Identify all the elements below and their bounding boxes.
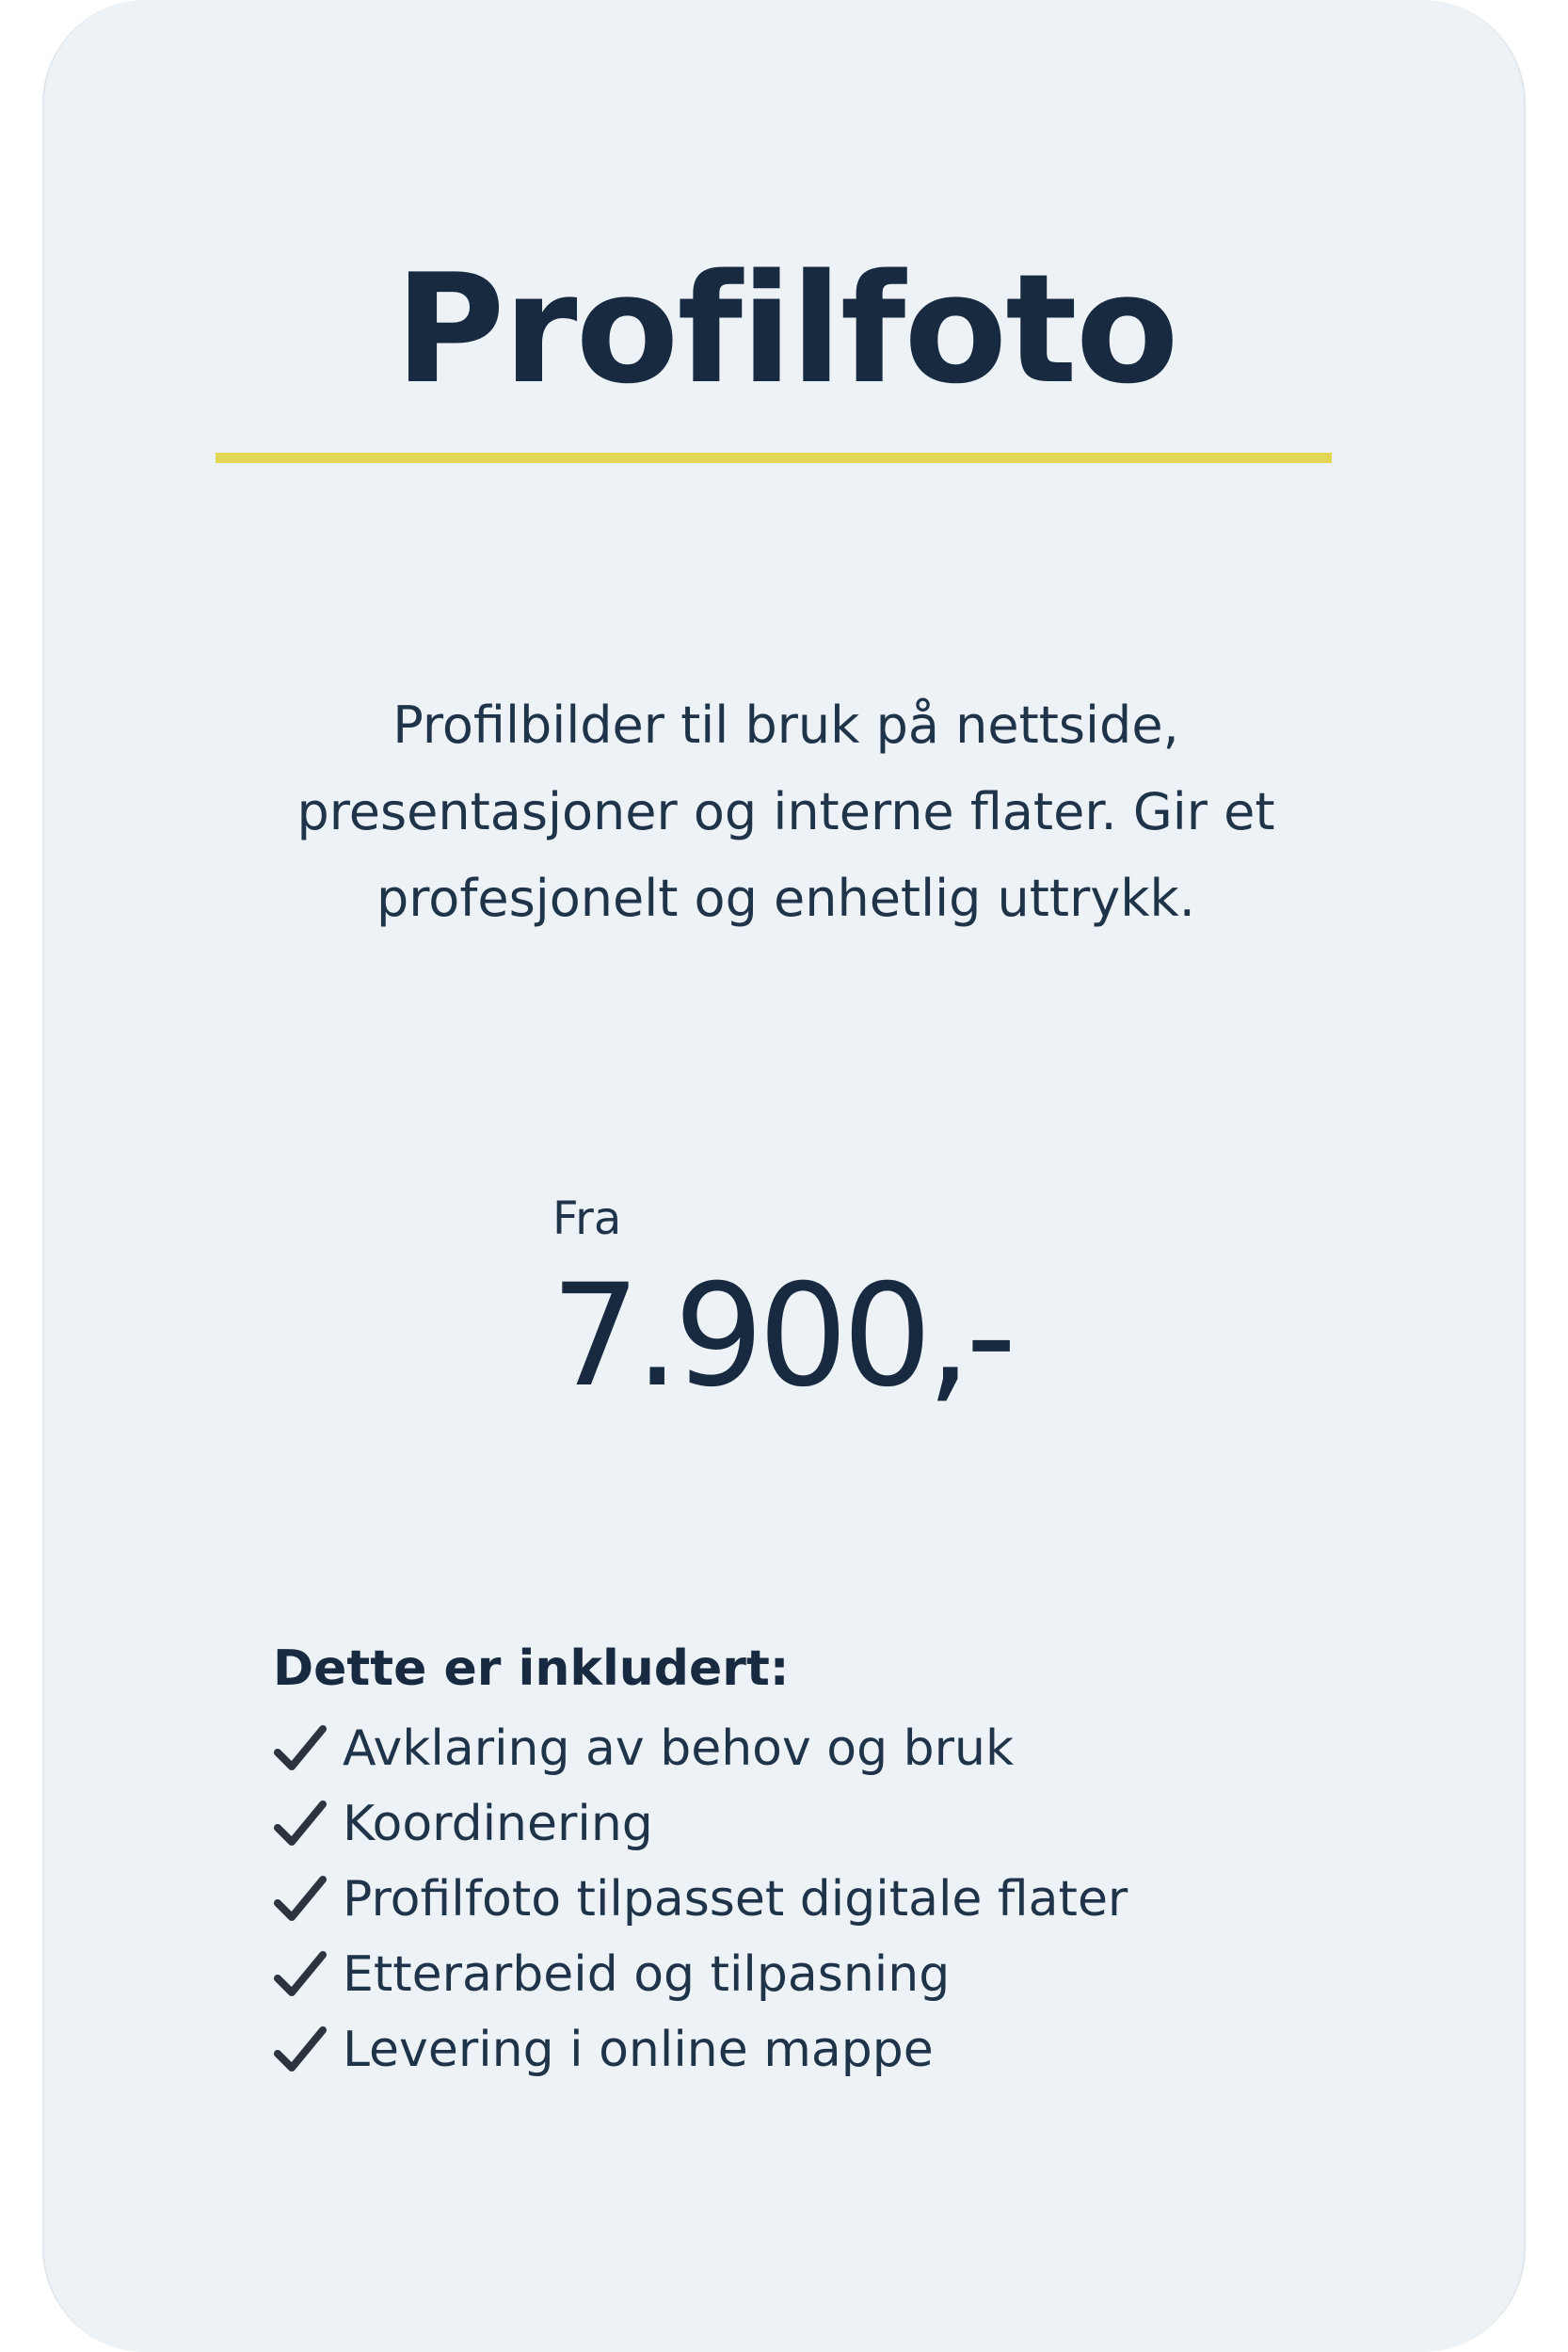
feature-list (273, 1711, 1128, 2088)
price-value: 7.900,- (551, 1255, 1012, 1418)
list-item (273, 1786, 1128, 1862)
included-heading: Dette er inkludert: (273, 1640, 790, 1697)
pricing-card (42, 0, 1526, 2352)
check-icon (273, 1721, 328, 1776)
card-title: Profilfoto (394, 241, 1177, 417)
feature-label: Koordinering (343, 1796, 653, 1852)
feature-label: Etterarbeid og tilpasning (343, 1946, 951, 2003)
check-icon (273, 1947, 328, 2002)
list-item (273, 1862, 1128, 1937)
list-item (273, 1937, 1128, 2012)
feature-label: Levering i online mappe (343, 2022, 934, 2078)
feature-label: Profilfoto tilpasset digitale flater (343, 1871, 1128, 1928)
price-prefix: Fra (552, 1192, 622, 1245)
check-icon (273, 1872, 328, 1927)
title-divider (216, 453, 1332, 463)
card-description: Profilbilder til bruk på nettside, presentasjoner og interne flater. Gir et profesjonelt og enhetlig uttrykk. (296, 696, 1275, 928)
list-item (273, 1711, 1128, 1786)
check-icon (273, 2023, 328, 2077)
feature-label: Avklaring av behov og bruk (343, 1720, 1015, 1777)
list-item (273, 2012, 1128, 2088)
check-icon (273, 1797, 328, 1851)
